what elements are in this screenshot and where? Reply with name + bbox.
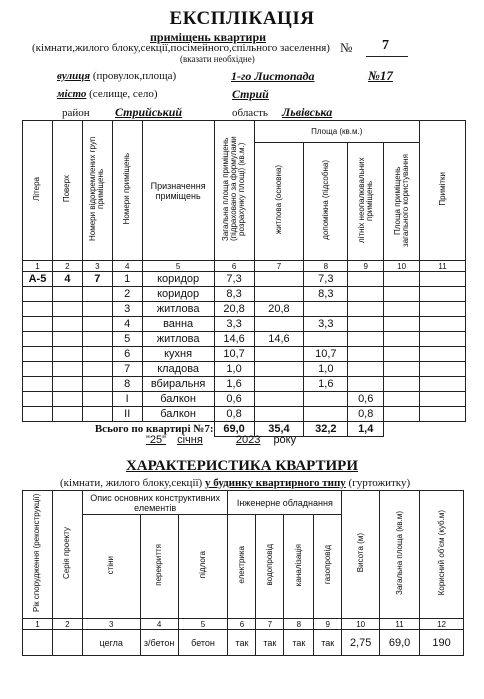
col-litera: Літера [23,121,53,261]
characteristic-cell [52,630,82,656]
document-title: ЕКСПЛІКАЦІЯ [169,8,315,29]
cell-poverh [52,347,82,362]
col-purpose: Призначення приміщень [142,121,214,261]
characteristic-cell: 2,75 [342,630,380,656]
cell-group [82,377,112,392]
col-floor: Поверх [52,121,82,261]
characteristic-cell: так [228,630,256,656]
column-number: 9 [348,261,384,272]
column-number: 4 [140,619,178,630]
street-hint: (провулок,площа) [92,70,177,82]
cell-n: 2 [112,287,142,302]
cell-group [82,287,112,302]
cell-living [254,272,304,287]
col-total-area: Загальна площа приміщень (підраховано за формулами розрахунку площі) (кв.м.) [214,121,254,261]
characteristic-cell: 69,0 [380,630,420,656]
column-number: 11 [380,619,420,630]
col-common: Площа приміщень загального користування [384,143,420,261]
characteristics-table [22,490,464,656]
total-empty [384,422,420,437]
cell-empty [384,287,420,302]
cell-living: 20,8 [254,302,304,317]
explication-table [22,120,466,437]
cell-total: 0,8 [214,407,254,422]
cell-group [82,347,112,362]
column-number: 7 [254,261,304,272]
street-value: 1-го Листопада [231,69,315,83]
total-area: 69,0 [214,422,254,437]
total-aux: 32,2 [304,422,348,437]
region-value: Львівська [282,105,333,119]
date-line [146,434,296,446]
col-series: Серія проекту [52,491,82,619]
table-row [23,287,466,302]
cell-total: 3,3 [214,317,254,332]
cell-summer [348,287,384,302]
cell-group [82,332,112,347]
apartment-number-value: 7 [382,38,389,53]
cell-purpose: ванна [142,317,214,332]
total-empty [420,422,466,437]
cell-total: 1,6 [214,377,254,392]
column-number: 8 [284,619,314,630]
region-label: область [232,107,268,119]
col-gas: газопровід [314,515,342,619]
cell-summer [348,317,384,332]
cell-litera [23,347,53,362]
cell-group [82,362,112,377]
cell-living [254,392,304,407]
cell-n: 4 [112,317,142,332]
date-suffix: року [273,434,297,446]
cell-empty [384,332,420,347]
cell-summer [348,302,384,317]
col-height: Висота (м) [342,491,380,619]
cell-n: 8 [112,377,142,392]
col-notes: Примітки [420,121,466,261]
characteristic-cell: з/бетон [140,630,178,656]
cell-empty [420,362,466,377]
cell-empty [420,377,466,392]
cell-living [254,407,304,422]
cell-aux: 10,7 [304,347,348,362]
cell-empty [420,392,466,407]
cell-purpose: житлова [142,332,214,347]
table-row [23,392,466,407]
col-floor: підлога [178,515,228,619]
cell-purpose: коридор [142,287,214,302]
cell-group [82,392,112,407]
cell-poverh [52,362,82,377]
cell-litera [23,317,53,332]
cell-purpose: балкон [142,392,214,407]
column-number: 6 [228,619,256,630]
characteristic-cell: так [314,630,342,656]
col-constr-group: Опис основних конструктивних елементів [82,491,228,515]
cell-total: 1,0 [214,362,254,377]
col-sewer: каналізація [284,515,314,619]
cell-living [254,377,304,392]
apartment-number-label: № [340,40,353,55]
column-number: 3 [82,261,112,272]
cell-litera [23,392,53,407]
cell-poverh [52,302,82,317]
cell-poverh [52,287,82,302]
cell-total: 8,3 [214,287,254,302]
cell-n: 7 [112,362,142,377]
column-number: 3 [82,619,140,630]
total-living: 35,4 [254,422,304,437]
cell-living [254,362,304,377]
characteristics-row [23,630,464,656]
cell-empty [384,377,420,392]
column-number: 1 [23,261,53,272]
city-value: Стрий [232,87,269,101]
cell-total: 10,7 [214,347,254,362]
cell-total: 7,3 [214,272,254,287]
table-row [23,362,466,377]
cell-poverh [52,317,82,332]
cell-group [82,407,112,422]
cell-aux: 8,3 [304,287,348,302]
column-numbers-row-2 [23,619,464,630]
cell-n: І [112,392,142,407]
cell-n: 6 [112,347,142,362]
column-number: 5 [178,619,228,630]
col-eng-group: Інженерне обладнання [228,491,342,515]
cell-group [82,302,112,317]
cell-empty [420,407,466,422]
column-number: 1 [23,619,53,630]
cell-empty [420,317,466,332]
cell-summer: 0,6 [348,392,384,407]
column-number: 9 [314,619,342,630]
date-year: 2023 [235,434,261,446]
cell-total: 0,6 [214,392,254,407]
cell-litera [23,362,53,377]
total-label: Всього по квартирі №7: [23,422,215,437]
column-number: 7 [256,619,284,630]
column-number: 10 [342,619,380,630]
table-row [23,272,466,287]
table-row [23,302,466,317]
cell-summer [348,332,384,347]
table-row [23,347,466,362]
cell-litera [23,407,53,422]
col-summer: літніх неопалювальних приміщень [348,143,384,261]
cell-group [82,317,112,332]
cell-poverh [52,332,82,347]
cell-total: 20,8 [214,302,254,317]
cell-empty [384,317,420,332]
column-number: 11 [420,261,466,272]
column-numbers-row [23,261,466,272]
col-floors-over: перекриття [140,515,178,619]
characteristic-cell: 190 [420,630,464,656]
cell-empty [384,347,420,362]
col-group: Номери відокремлених груп приміщень [82,121,112,261]
cell-living: 14,6 [254,332,304,347]
cell-n: 5 [112,332,142,347]
col-area-group: Площа (кв.м.) [254,121,420,143]
column-number: 12 [420,619,464,630]
cell-empty [384,407,420,422]
cell-aux: 7,3 [304,272,348,287]
cell-n: ІІ [112,407,142,422]
cell-litera [23,332,53,347]
cell-purpose: житлова [142,302,214,317]
cell-living [254,347,304,362]
cell-summer [348,377,384,392]
date-day: "25" [146,434,167,446]
cell-aux [304,407,348,422]
document-subtitle-2: (кімнати,жилого блоку,секції,посімейного,спільного заселення) [32,42,330,54]
cell-empty [384,392,420,407]
street-line [57,70,176,82]
subtitle-part-b: у будинку квартирного типу [204,477,346,489]
characteristic-cell: так [256,630,284,656]
district-label: район [62,107,90,119]
cell-empty [420,332,466,347]
cell-purpose: коридор [142,272,214,287]
date-month: січня [177,434,203,446]
cell-summer [348,362,384,377]
cell-aux: 1,0 [304,362,348,377]
col-volume: Корисний об'єм (куб.м) [420,491,464,619]
city-label: місто [57,88,87,100]
cell-living [254,287,304,302]
cell-poverh [52,407,82,422]
cell-empty [420,272,466,287]
col-year: Рік спорудження (реконструкції) [23,491,53,619]
col-water: водопровід [256,515,284,619]
subtitle-part-c: (гуртожитку) [348,477,411,489]
characteristics-title: ХАРАКТЕРИСТИКА КВАРТИРИ [125,458,359,474]
cell-summer [348,272,384,287]
column-number: 2 [52,261,82,272]
table-row [23,407,466,422]
col-auxiliary: допоміжна (підсобна) [304,143,348,261]
cell-empty [420,287,466,302]
column-number: 8 [304,261,348,272]
column-number: 5 [142,261,214,272]
col-room-numbers: Номери приміщень [112,121,142,261]
characteristic-cell: цегла [82,630,140,656]
cell-poverh [52,392,82,407]
cell-total: 14,6 [214,332,254,347]
cell-aux [304,332,348,347]
col-walls: стіни [82,515,140,619]
cell-empty [384,272,420,287]
cell-purpose: вбиральня [142,377,214,392]
column-number: 10 [384,261,420,272]
cell-poverh [52,377,82,392]
cell-n: 1 [112,272,142,287]
characteristic-cell [23,630,53,656]
cell-litera: А-5 [23,272,53,287]
document-subtitle-3: (вказати необхідне) [180,54,255,64]
cell-aux [304,302,348,317]
cell-purpose: кухня [142,347,214,362]
district-value: Стрийський [115,105,183,119]
characteristic-cell: так [284,630,314,656]
table-row [23,377,466,392]
cell-group: 7 [82,272,112,287]
cell-litera [23,287,53,302]
cell-purpose: балкон [142,407,214,422]
characteristic-cell: бетон [178,630,228,656]
cell-living [254,317,304,332]
characteristics-subtitle [60,477,410,489]
total-summer: 1,4 [348,422,384,437]
cell-summer [348,347,384,362]
cell-empty [384,302,420,317]
table-row [23,332,466,347]
street-label: вулиця [57,70,91,82]
cell-empty [384,362,420,377]
cell-aux: 1,6 [304,377,348,392]
cell-litera [23,377,53,392]
city-hint: (селище, село) [89,88,158,100]
cell-aux: 3,3 [304,317,348,332]
cell-empty [420,302,466,317]
cell-summer: 0,8 [348,407,384,422]
cell-empty [420,347,466,362]
cell-poverh: 4 [52,272,82,287]
column-number: 2 [52,619,82,630]
col-electric: електрика [228,515,256,619]
table-row [23,317,466,332]
column-number: 6 [214,261,254,272]
document-subtitle: приміщень квартири [150,30,267,44]
apartment-number-underline [366,56,408,57]
house-value: №17 [368,68,393,83]
cell-aux [304,392,348,407]
column-number: 4 [112,261,142,272]
cell-purpose: кладова [142,362,214,377]
col-area2: Загальна площа (кв.м) [380,491,420,619]
city-line [57,88,157,100]
col-living: житлова (основна) [254,143,304,261]
subtitle-part-a: (кімнати, жилого блоку,секції) [60,477,203,489]
cell-n: 3 [112,302,142,317]
cell-litera [23,302,53,317]
